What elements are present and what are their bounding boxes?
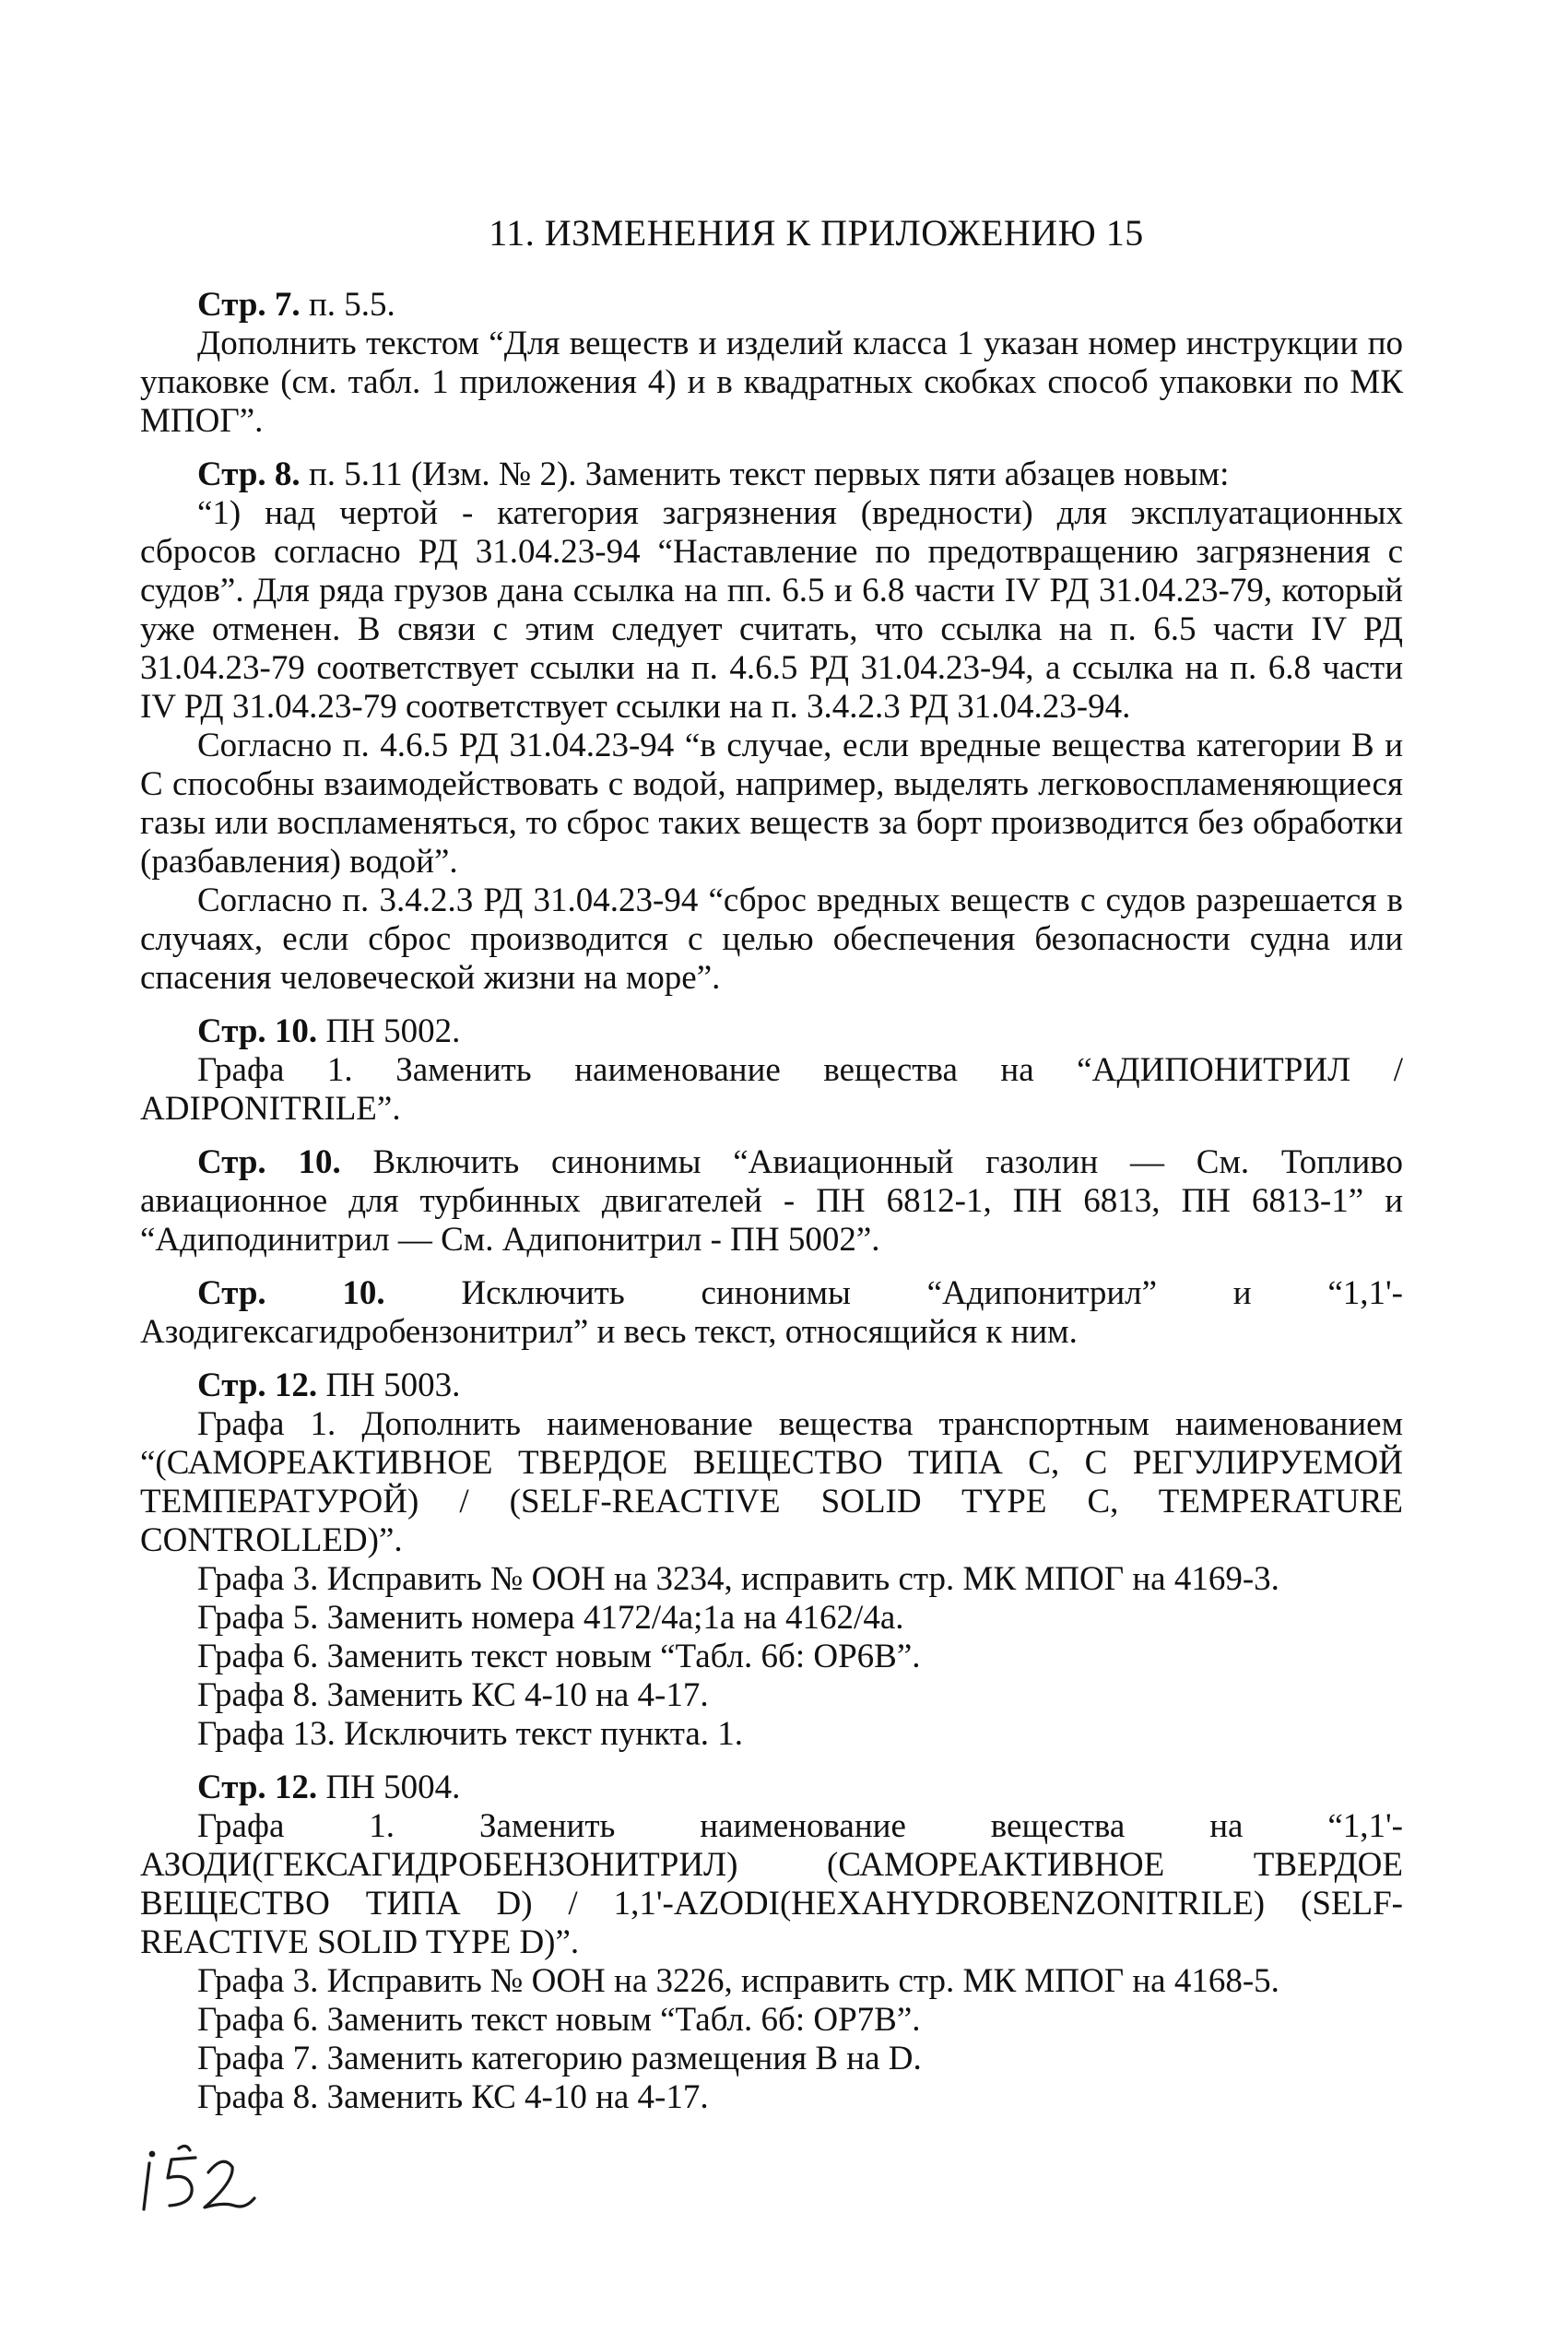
paragraph: Графа 8. Заменить КС 4-10 на 4-17. (197, 2078, 709, 2116)
section-header (140, 1367, 1403, 1405)
paragraph: Согласно п. 4.6.5 РД 31.04.23-94 “в случае, если вредные вещества категории В и С способны взаимодействовать с водой, например, выделять легковоспламеняющиеся газы или воспламеняться, то сброс таких веществ за борт производится без обработки (разбавления) водой”. (140, 727, 1403, 881)
section-header-text: ПН 5002. (317, 1012, 461, 1050)
section-header (140, 1143, 1403, 1260)
paragraph: Графа 13. Исключить текст пункта. 1. (197, 1715, 744, 1753)
page-title: 11. ИЗМЕНЕНИЯ К ПРИЛОЖЕНИЮ 15 (489, 212, 1144, 254)
page-ref: Стр. 10. (197, 1274, 385, 1312)
section-str7 (140, 286, 1403, 441)
section-header-text: п. 5.5. (300, 286, 395, 324)
page-ref: Стр. 10. (197, 1012, 318, 1050)
handwritten-page-number (131, 2137, 269, 2220)
paragraph: Графа 5. Заменить номера 4172/4а;1а на 4162/4а. (197, 1599, 904, 1637)
section-header-text: Исключить синонимы “Адипонитрил” и “1,1'-Азодигексагидробензонитрил” и весь текст, относящийся к ним. (140, 1274, 1404, 1351)
paragraph: Графа 6. Заменить текст новым “Табл. 6б: ОР6В”. (197, 1638, 921, 1675)
section-header-text: ПН 5003. (317, 1367, 461, 1404)
paragraph: “1) над чертой - категория загрязнения (вредности) для эксплуатационных сбросов согласно РД 31.04.23-94 “Наставление по предотвращению загрязнения с судов”. Для ряда грузов дана ссылка на пп. 6.5 и 6.8 части IV РД 31.04.23-79, который уже отменен. В связи с этим следует считать, что ссылка на п. 6.5 части IV РД 31.04.23-79 соответствует ссылки на п. 4.6.5 РД 31.04.23-94, а ссылка на п. 6.8 части IV РД 31.04.23-79 соответствует ссылки на п. 3.4.2.3 РД 31.04.23-94. (140, 494, 1403, 726)
paragraph: Графа 3. Исправить № ООН на 3234, исправить стр. МК МПОГ на 4169-3. (197, 1560, 1279, 1598)
section-header-text: Включить синонимы “Авиационный газолин — См. Топливо авиационное для турбинных двигателей - ПН 6812-1, ПН 6813, ПН 6813-1” и “Адиподинитрил — См. Адипонитрил - ПН 5002”. (140, 1143, 1404, 1259)
section-header (140, 1274, 1403, 1352)
page-ref: Стр. 10. (197, 1143, 341, 1181)
section-header (140, 1769, 1403, 1807)
section-str10-synonyms-add (140, 1143, 1403, 1260)
section-header (140, 456, 1403, 494)
paragraph: Графа 1. Заменить наименование вещества на “1,1'-АЗОДИ(ГЕКСАГИДРОБЕНЗОНИТРИЛ) (САМОРЕАКТИВНОЕ ТВЕРДОЕ ВЕЩЕСТВО ТИПА D) / 1,1'-AZODI(HEXAHYDROBENZONITRILE) (SELF-REACTIVE SOLID TYPE D)”. (140, 1807, 1403, 1961)
page-ref: Стр. 12. (197, 1769, 318, 1806)
section-str10-pn5002 (140, 1012, 1403, 1129)
section-header-text: п. 5.11 (Изм. № 2). Заменить текст первых пяти абзацев новым: (300, 456, 1230, 493)
section-header-text: ПН 5004. (317, 1769, 461, 1806)
section-header (140, 1012, 1403, 1051)
paragraph: Графа 8. Заменить КС 4-10 на 4-17. (197, 1676, 709, 1714)
page-ref: Стр. 7. (197, 286, 301, 324)
section-str12-pn5003 (140, 1367, 1403, 1754)
document-body (140, 286, 1403, 2132)
paragraph: Графа 1. Заменить наименование вещества на “АДИПОНИТРИЛ / ADIPONITRILE”. (140, 1051, 1403, 1128)
section-str12-pn5004 (140, 1769, 1403, 2117)
paragraph: Согласно п. 3.4.2.3 РД 31.04.23-94 “сброс вредных веществ с судов разрешается в случаях, если сброс производится с целью обеспечения безопасности судна или спасения человеческой жизни на море”. (140, 882, 1403, 997)
section-str8 (140, 456, 1403, 998)
paragraph: Дополнить текстом “Для веществ и изделий класса 1 указан номер инструкции по упаковке (см. табл. 1 приложения 4) и в квадратных скобках способ упаковки по МК МПОГ”. (140, 325, 1403, 440)
page-ref: Стр. 8. (197, 456, 301, 493)
section-str10-synonyms-remove (140, 1274, 1403, 1352)
paragraph: Графа 7. Заменить категорию размещения В на D. (197, 2040, 922, 2077)
paragraph: Графа 1. Дополнить наименование вещества транспортным наименованием “(САМОРЕАКТИВНОЕ ТВЕРДОЕ ВЕЩЕСТВО ТИПА С, С РЕГУЛИРУЕМОЙ ТЕМПЕРАТУРОЙ) / (SELF-REACTIVE SOLID TYPE C, TEMPERATURE CONTROLLED)”. (140, 1405, 1403, 1559)
section-header (140, 286, 1403, 325)
page-ref: Стр. 12. (197, 1367, 318, 1404)
paragraph: Графа 3. Исправить № ООН на 3226, исправить стр. МК МПОГ на 4168-5. (197, 1962, 1279, 2000)
paragraph: Графа 6. Заменить текст новым “Табл. 6б: ОР7В”. (197, 2001, 921, 2039)
